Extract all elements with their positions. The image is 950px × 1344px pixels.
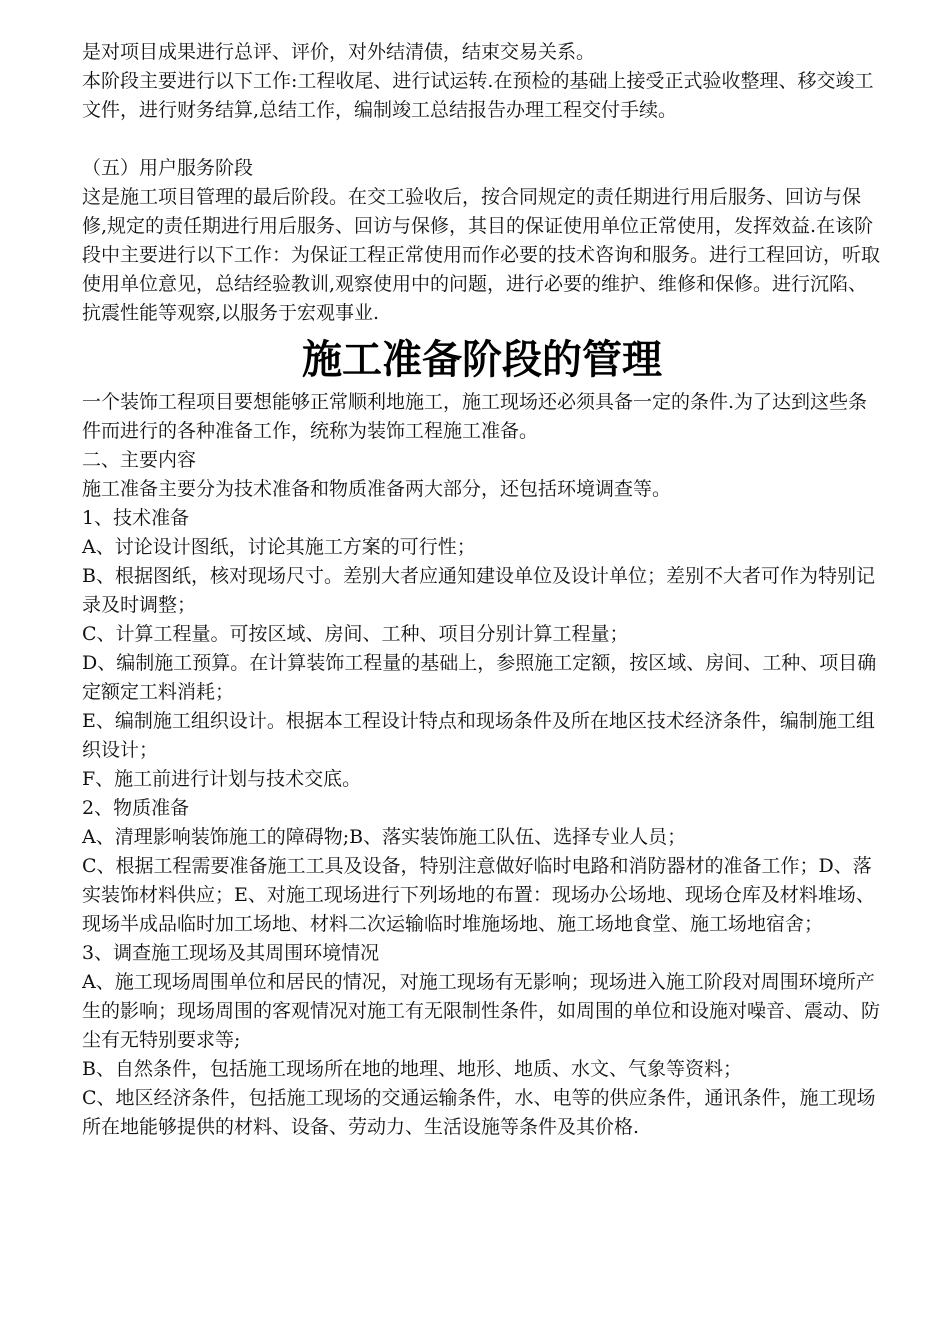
list-item: C、根据工程需要准备施工工具及设备，特别注意做好临时电路和消防器材的准备工作；D、落实装饰材料供应；E、对施工现场进行下列场地的布置：现场办公场地、现场仓库及材料堆场、现场半成品临时加工场地、材料二次运输临时堆施场地、施工场地食堂、施工场地宿舍； [82,855,875,935]
list-item: A、讨论设计图纸，讨论其施工方案的可行性； [82,536,476,558]
subsection-heading: 1、技术准备 [82,507,190,529]
paragraph: 本阶段主要进行以下工作:工程收尾、进行试运转.在预检的基础上接受正式验收整理、移交竣工文件，进行财务结算,总结工作，编制竣工总结报告办理工程交付手续。 [82,70,874,121]
section-heading: （五）用户服务阶段 [82,157,254,179]
spacer [82,125,882,154]
list-item: B、根据图纸，核对现场尺寸。差别大者应通知建设单位及设计单位；差别不大者可作为特别记录及时调整； [82,565,875,616]
list-item: C、地区经济条件，包括施工现场的交通运输条件，水、电等的供应条件，通讯条件，施工现场所在地能够提供的材料、设备、劳动力、生活设施等条件及其价格. [82,1087,876,1138]
section-heading: 二、主要内容 [82,449,197,471]
list-item: D、编制施工预算。在计算装饰工程量的基础上，参照施工定额，按区域、房间、工种、项目确定额定工料消耗； [82,652,877,703]
list-item: E、编制施工组织设计。根据本工程设计特点和现场条件及所在地区技术经济条件，编制施工组织设计； [82,710,875,761]
list-item: C、计算工程量。可按区域、房间、工种、项目分别计算工程量； [82,623,629,645]
document-page [82,38,882,1142]
list-item: A、施工现场周围单位和居民的情况，对施工现场有无影响；现场进入施工阶段对周围环境所产生的影响；现场周围的客观情况对施工有无限制性条件，如周围的单位和设施对噪音、震动、防尘有无特别要求等; [82,971,881,1051]
page-title: 施工准备阶段的管理 [302,337,662,383]
subsection-heading: 2、物质准备 [82,797,190,819]
paragraph: 这是施工项目管理的最后阶段。在交工验收后，按合同规定的责任期进行用后服务、回访与保修,规定的责任期进行用后服务、回访与保修，其目的保证使用单位正常使用，发挥效益.在该阶段中主要进行以下工作：为保证工程正常使用而作必要的技术咨询和服务。进行工程回访，听取使用单位意见，总结经验教训,观察使用中的问题，进行必要的维护、维修和保修。进行沉陷、抗震性能等观察,以服务于宏观事业. [82,186,881,324]
paragraph: 施工准备主要分为技术准备和物质准备两大部分，还包括环境调查等。 [82,478,672,500]
list-item: F、施工前进行计划与技术交底。 [82,768,362,790]
list-item: B、自然条件，包括施工现场所在地的地理、地形、地质、水文、气象等资料； [82,1058,742,1080]
paragraph: 一个装饰工程项目要想能够正常顺利地施工，施工现场还必须具备一定的条件.为了达到这些条件而进行的各种准备工作，统称为装饰工程施工准备。 [82,391,868,442]
subsection-heading: 3、调查施工现场及其周围环境情况 [82,942,380,964]
paragraph: 是对项目成果进行总评、评价，对外结清债，结束交易关系。 [82,41,596,63]
list-item: A、清理影响装饰施工的障碍物;B、落实装饰施工队伍、选择专业人员； [82,826,687,848]
